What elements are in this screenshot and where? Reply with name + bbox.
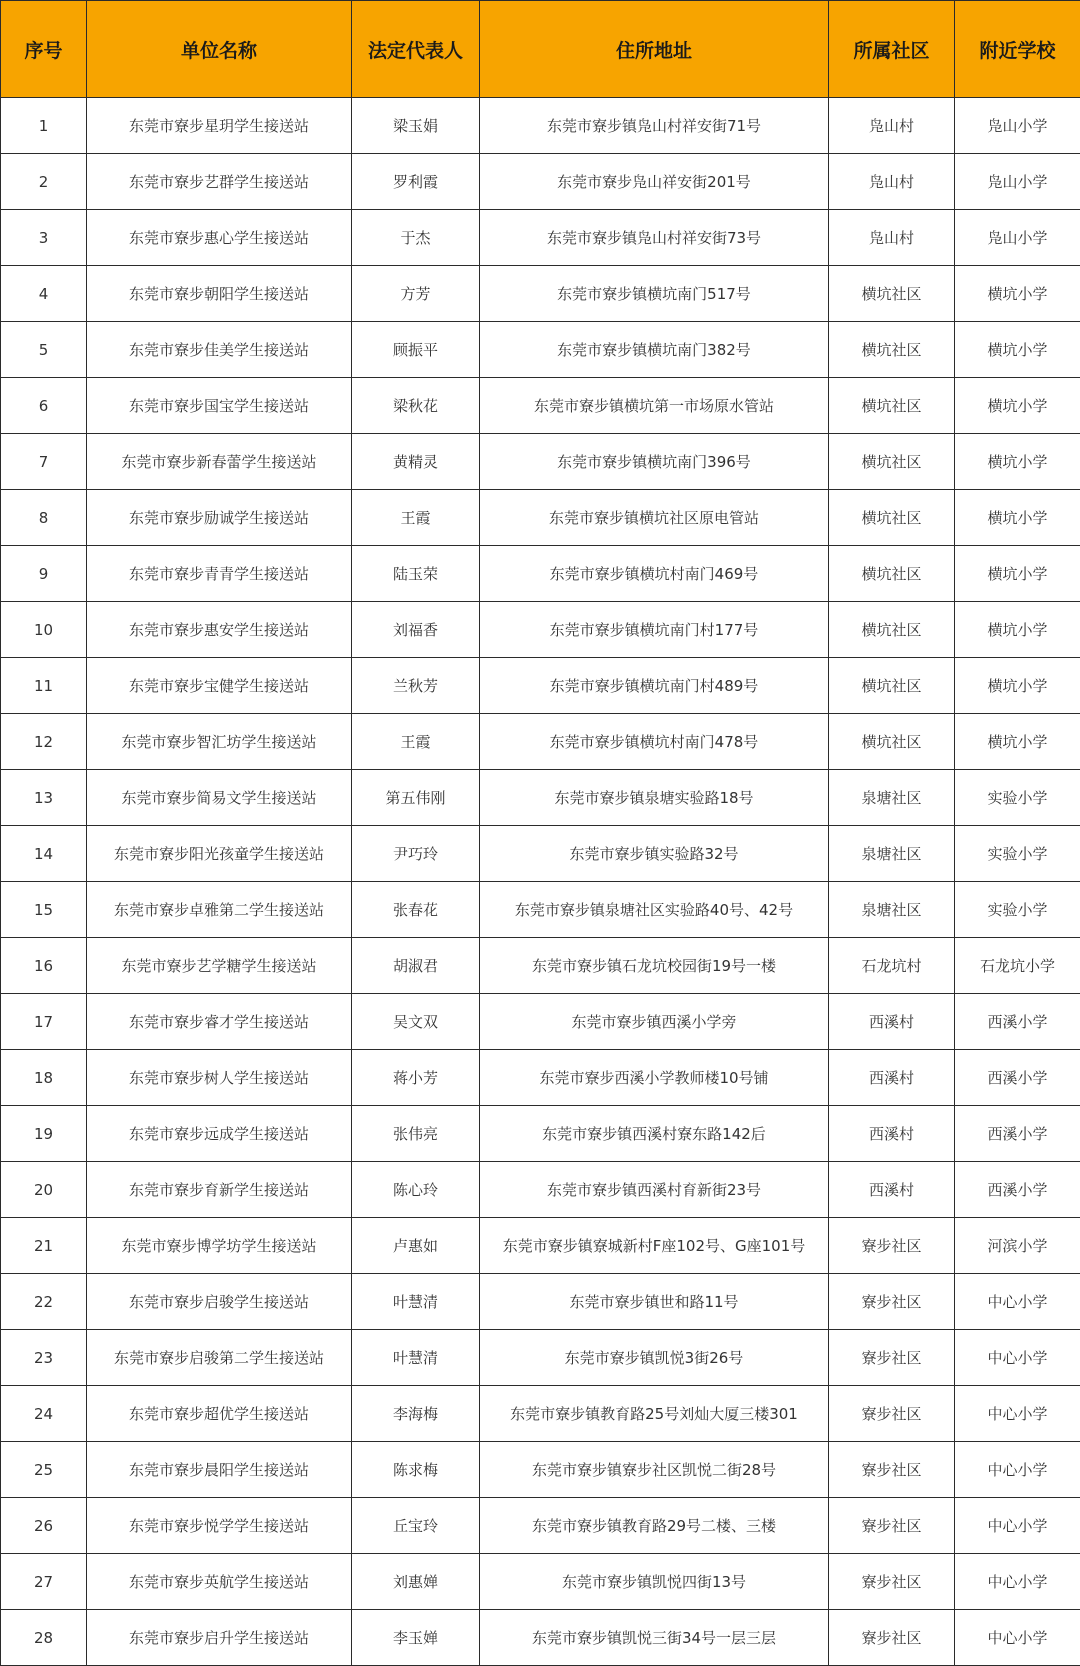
cell-unit-name: 东莞市寮步艺学糖学生接送站 bbox=[87, 938, 352, 994]
cell-nearby-school: 横坑小学 bbox=[955, 266, 1080, 322]
cell-unit-name: 东莞市寮步悦学学生接送站 bbox=[87, 1498, 352, 1554]
cell-unit-name: 东莞市寮步育新学生接送站 bbox=[87, 1162, 352, 1218]
cell-legal-representative: 王霞 bbox=[352, 490, 480, 546]
cell-community: 石龙坑村 bbox=[829, 938, 955, 994]
cell-nearby-school: 横坑小学 bbox=[955, 490, 1080, 546]
cell-legal-representative: 王霞 bbox=[352, 714, 480, 770]
cell-index: 18 bbox=[1, 1050, 87, 1106]
cell-index: 26 bbox=[1, 1498, 87, 1554]
table-row bbox=[1, 1218, 1080, 1274]
cell-address: 东莞市寮步镇横坑南门382号 bbox=[480, 322, 829, 378]
cell-community: 寮步社区 bbox=[829, 1330, 955, 1386]
table-row bbox=[1, 266, 1080, 322]
cell-address: 东莞市寮步镇横坑南门村489号 bbox=[480, 658, 829, 714]
cell-community: 寮步社区 bbox=[829, 1442, 955, 1498]
header-nearby-school: 附近学校 bbox=[955, 1, 1080, 98]
cell-unit-name: 东莞市寮步惠安学生接送站 bbox=[87, 602, 352, 658]
table-row bbox=[1, 826, 1080, 882]
cell-address: 东莞市寮步镇凯悦3街26号 bbox=[480, 1330, 829, 1386]
cell-unit-name: 东莞市寮步树人学生接送站 bbox=[87, 1050, 352, 1106]
cell-legal-representative: 张春花 bbox=[352, 882, 480, 938]
cell-index: 21 bbox=[1, 1218, 87, 1274]
header-index: 序号 bbox=[1, 1, 87, 98]
cell-unit-name: 东莞市寮步励诚学生接送站 bbox=[87, 490, 352, 546]
cell-legal-representative: 梁玉娟 bbox=[352, 98, 480, 154]
cell-unit-name: 东莞市寮步星玥学生接送站 bbox=[87, 98, 352, 154]
cell-community: 横坑社区 bbox=[829, 266, 955, 322]
cell-unit-name: 东莞市寮步新春蕾学生接送站 bbox=[87, 434, 352, 490]
table-row bbox=[1, 1162, 1080, 1218]
cell-community: 横坑社区 bbox=[829, 602, 955, 658]
cell-community: 西溪村 bbox=[829, 994, 955, 1050]
cell-legal-representative: 第五伟刚 bbox=[352, 770, 480, 826]
table-row bbox=[1, 882, 1080, 938]
cell-legal-representative: 吴文双 bbox=[352, 994, 480, 1050]
table-row bbox=[1, 1274, 1080, 1330]
cell-address: 东莞市寮步镇横坑社区原电管站 bbox=[480, 490, 829, 546]
cell-nearby-school: 西溪小学 bbox=[955, 1050, 1080, 1106]
cell-community: 横坑社区 bbox=[829, 546, 955, 602]
header-community: 所属社区 bbox=[829, 1, 955, 98]
cell-community: 泉塘社区 bbox=[829, 770, 955, 826]
cell-index: 4 bbox=[1, 266, 87, 322]
cell-nearby-school: 横坑小学 bbox=[955, 378, 1080, 434]
table-row bbox=[1, 378, 1080, 434]
cell-index: 9 bbox=[1, 546, 87, 602]
table-row bbox=[1, 1050, 1080, 1106]
cell-nearby-school: 实验小学 bbox=[955, 882, 1080, 938]
cell-index: 23 bbox=[1, 1330, 87, 1386]
cell-nearby-school: 西溪小学 bbox=[955, 1162, 1080, 1218]
cell-community: 横坑社区 bbox=[829, 658, 955, 714]
cell-address: 东莞市寮步镇泉塘实验路18号 bbox=[480, 770, 829, 826]
cell-community: 凫山村 bbox=[829, 154, 955, 210]
cell-index: 6 bbox=[1, 378, 87, 434]
cell-legal-representative: 陈求梅 bbox=[352, 1442, 480, 1498]
table-row bbox=[1, 1554, 1080, 1610]
cell-index: 28 bbox=[1, 1610, 87, 1666]
cell-address: 东莞市寮步镇凫山村祥安街71号 bbox=[480, 98, 829, 154]
cell-community: 横坑社区 bbox=[829, 322, 955, 378]
cell-unit-name: 东莞市寮步宝健学生接送站 bbox=[87, 658, 352, 714]
cell-nearby-school: 横坑小学 bbox=[955, 546, 1080, 602]
cell-address: 东莞市寮步西溪小学教师楼10号铺 bbox=[480, 1050, 829, 1106]
cell-index: 16 bbox=[1, 938, 87, 994]
cell-community: 寮步社区 bbox=[829, 1610, 955, 1666]
cell-legal-representative: 兰秋芳 bbox=[352, 658, 480, 714]
cell-legal-representative: 李海梅 bbox=[352, 1386, 480, 1442]
cell-nearby-school: 中心小学 bbox=[955, 1610, 1080, 1666]
cell-index: 5 bbox=[1, 322, 87, 378]
cell-community: 寮步社区 bbox=[829, 1386, 955, 1442]
cell-index: 8 bbox=[1, 490, 87, 546]
cell-community: 西溪村 bbox=[829, 1050, 955, 1106]
cell-unit-name: 东莞市寮步博学坊学生接送站 bbox=[87, 1218, 352, 1274]
cell-unit-name: 东莞市寮步启骏第二学生接送站 bbox=[87, 1330, 352, 1386]
cell-nearby-school: 中心小学 bbox=[955, 1498, 1080, 1554]
table-row bbox=[1, 1442, 1080, 1498]
cell-community: 泉塘社区 bbox=[829, 882, 955, 938]
cell-unit-name: 东莞市寮步卓雅第二学生接送站 bbox=[87, 882, 352, 938]
table-row bbox=[1, 938, 1080, 994]
cell-address: 东莞市寮步镇凫山村祥安街73号 bbox=[480, 210, 829, 266]
cell-index: 2 bbox=[1, 154, 87, 210]
cell-unit-name: 东莞市寮步晨阳学生接送站 bbox=[87, 1442, 352, 1498]
cell-community: 寮步社区 bbox=[829, 1498, 955, 1554]
cell-nearby-school: 凫山小学 bbox=[955, 210, 1080, 266]
cell-index: 11 bbox=[1, 658, 87, 714]
cell-legal-representative: 叶慧清 bbox=[352, 1330, 480, 1386]
cell-legal-representative: 方芳 bbox=[352, 266, 480, 322]
table-row bbox=[1, 1498, 1080, 1554]
table-row bbox=[1, 210, 1080, 266]
cell-nearby-school: 实验小学 bbox=[955, 770, 1080, 826]
cell-address: 东莞市寮步镇西溪村育新街23号 bbox=[480, 1162, 829, 1218]
table-row bbox=[1, 1610, 1080, 1666]
cell-address: 东莞市寮步镇实验路32号 bbox=[480, 826, 829, 882]
cell-nearby-school: 横坑小学 bbox=[955, 658, 1080, 714]
cell-address: 东莞市寮步镇世和路11号 bbox=[480, 1274, 829, 1330]
cell-unit-name: 东莞市寮步英航学生接送站 bbox=[87, 1554, 352, 1610]
cell-community: 寮步社区 bbox=[829, 1218, 955, 1274]
cell-address: 东莞市寮步镇横坑第一市场原水管站 bbox=[480, 378, 829, 434]
table-row bbox=[1, 154, 1080, 210]
cell-community: 凫山村 bbox=[829, 210, 955, 266]
cell-legal-representative: 蒋小芳 bbox=[352, 1050, 480, 1106]
table-body bbox=[1, 98, 1080, 1666]
cell-index: 7 bbox=[1, 434, 87, 490]
cell-nearby-school: 横坑小学 bbox=[955, 714, 1080, 770]
cell-index: 24 bbox=[1, 1386, 87, 1442]
cell-index: 1 bbox=[1, 98, 87, 154]
table-row bbox=[1, 546, 1080, 602]
cell-nearby-school: 凫山小学 bbox=[955, 154, 1080, 210]
cell-index: 3 bbox=[1, 210, 87, 266]
cell-address: 东莞市寮步镇凯悦三街34号一层三层 bbox=[480, 1610, 829, 1666]
cell-unit-name: 东莞市寮步国宝学生接送站 bbox=[87, 378, 352, 434]
cell-legal-representative: 张伟亮 bbox=[352, 1106, 480, 1162]
cell-community: 泉塘社区 bbox=[829, 826, 955, 882]
cell-unit-name: 东莞市寮步简易文学生接送站 bbox=[87, 770, 352, 826]
cell-legal-representative: 叶慧清 bbox=[352, 1274, 480, 1330]
cell-community: 寮步社区 bbox=[829, 1554, 955, 1610]
cell-unit-name: 东莞市寮步启骏学生接送站 bbox=[87, 1274, 352, 1330]
cell-nearby-school: 实验小学 bbox=[955, 826, 1080, 882]
cell-legal-representative: 顾振平 bbox=[352, 322, 480, 378]
cell-community: 横坑社区 bbox=[829, 434, 955, 490]
cell-community: 横坑社区 bbox=[829, 714, 955, 770]
cell-community: 横坑社区 bbox=[829, 490, 955, 546]
cell-nearby-school: 西溪小学 bbox=[955, 1106, 1080, 1162]
cell-nearby-school: 石龙坑小学 bbox=[955, 938, 1080, 994]
cell-legal-representative: 刘惠婵 bbox=[352, 1554, 480, 1610]
cell-legal-representative: 黄精灵 bbox=[352, 434, 480, 490]
cell-legal-representative: 罗利霞 bbox=[352, 154, 480, 210]
cell-community: 凫山村 bbox=[829, 98, 955, 154]
cell-index: 17 bbox=[1, 994, 87, 1050]
cell-unit-name: 东莞市寮步启升学生接送站 bbox=[87, 1610, 352, 1666]
cell-unit-name: 东莞市寮步智汇坊学生接送站 bbox=[87, 714, 352, 770]
table-row bbox=[1, 994, 1080, 1050]
table-row bbox=[1, 322, 1080, 378]
cell-address: 东莞市寮步镇石龙坑校园街19号一楼 bbox=[480, 938, 829, 994]
cell-unit-name: 东莞市寮步阳光孩童学生接送站 bbox=[87, 826, 352, 882]
cell-community: 西溪村 bbox=[829, 1106, 955, 1162]
cell-address: 东莞市寮步镇泉塘社区实验路40号、42号 bbox=[480, 882, 829, 938]
cell-unit-name: 东莞市寮步朝阳学生接送站 bbox=[87, 266, 352, 322]
cell-nearby-school: 横坑小学 bbox=[955, 322, 1080, 378]
cell-legal-representative: 梁秋花 bbox=[352, 378, 480, 434]
cell-legal-representative: 陈心玲 bbox=[352, 1162, 480, 1218]
table-row bbox=[1, 490, 1080, 546]
cell-unit-name: 东莞市寮步睿才学生接送站 bbox=[87, 994, 352, 1050]
cell-address: 东莞市寮步镇横坑村南门478号 bbox=[480, 714, 829, 770]
cell-nearby-school: 中心小学 bbox=[955, 1330, 1080, 1386]
header-row bbox=[1, 1, 1080, 98]
cell-community: 寮步社区 bbox=[829, 1274, 955, 1330]
cell-address: 东莞市寮步镇西溪村寮东路142后 bbox=[480, 1106, 829, 1162]
cell-index: 13 bbox=[1, 770, 87, 826]
table-row bbox=[1, 658, 1080, 714]
cell-address: 东莞市寮步镇寮城新村F座102号、G座101号 bbox=[480, 1218, 829, 1274]
cell-community: 西溪村 bbox=[829, 1162, 955, 1218]
cell-legal-representative: 丘宝玲 bbox=[352, 1498, 480, 1554]
cell-address: 东莞市寮步镇西溪小学旁 bbox=[480, 994, 829, 1050]
cell-legal-representative: 刘福香 bbox=[352, 602, 480, 658]
cell-address: 东莞市寮步镇横坑南门村177号 bbox=[480, 602, 829, 658]
table-row bbox=[1, 1106, 1080, 1162]
header-unit-name: 单位名称 bbox=[87, 1, 352, 98]
table-row bbox=[1, 434, 1080, 490]
cell-nearby-school: 横坑小学 bbox=[955, 434, 1080, 490]
table-row bbox=[1, 98, 1080, 154]
cell-index: 15 bbox=[1, 882, 87, 938]
table-row bbox=[1, 1330, 1080, 1386]
cell-address: 东莞市寮步凫山祥安街201号 bbox=[480, 154, 829, 210]
cell-unit-name: 东莞市寮步远成学生接送站 bbox=[87, 1106, 352, 1162]
cell-address: 东莞市寮步镇横坑南门396号 bbox=[480, 434, 829, 490]
cell-legal-representative: 陆玉荣 bbox=[352, 546, 480, 602]
cell-address: 东莞市寮步镇教育路29号二楼、三楼 bbox=[480, 1498, 829, 1554]
cell-unit-name: 东莞市寮步佳美学生接送站 bbox=[87, 322, 352, 378]
cell-nearby-school: 西溪小学 bbox=[955, 994, 1080, 1050]
cell-address: 东莞市寮步镇凯悦四街13号 bbox=[480, 1554, 829, 1610]
cell-address: 东莞市寮步镇横坑村南门469号 bbox=[480, 546, 829, 602]
table-row bbox=[1, 714, 1080, 770]
cell-index: 10 bbox=[1, 602, 87, 658]
table-row bbox=[1, 1386, 1080, 1442]
cell-community: 横坑社区 bbox=[829, 378, 955, 434]
cell-index: 12 bbox=[1, 714, 87, 770]
cell-index: 22 bbox=[1, 1274, 87, 1330]
cell-index: 25 bbox=[1, 1442, 87, 1498]
cell-index: 20 bbox=[1, 1162, 87, 1218]
cell-legal-representative: 胡淑君 bbox=[352, 938, 480, 994]
cell-nearby-school: 凫山小学 bbox=[955, 98, 1080, 154]
cell-legal-representative: 于杰 bbox=[352, 210, 480, 266]
table-row bbox=[1, 602, 1080, 658]
cell-nearby-school: 中心小学 bbox=[955, 1386, 1080, 1442]
table-row bbox=[1, 770, 1080, 826]
cell-nearby-school: 中心小学 bbox=[955, 1442, 1080, 1498]
cell-unit-name: 东莞市寮步超优学生接送站 bbox=[87, 1386, 352, 1442]
cell-address: 东莞市寮步镇横坑南门517号 bbox=[480, 266, 829, 322]
cell-nearby-school: 横坑小学 bbox=[955, 602, 1080, 658]
cell-legal-representative: 李玉婵 bbox=[352, 1610, 480, 1666]
cell-unit-name: 东莞市寮步艺群学生接送站 bbox=[87, 154, 352, 210]
cell-nearby-school: 中心小学 bbox=[955, 1274, 1080, 1330]
cell-nearby-school: 中心小学 bbox=[955, 1554, 1080, 1610]
cell-unit-name: 东莞市寮步青青学生接送站 bbox=[87, 546, 352, 602]
cell-index: 14 bbox=[1, 826, 87, 882]
cell-index: 27 bbox=[1, 1554, 87, 1610]
cell-address: 东莞市寮步镇教育路25号刘灿大厦三楼301 bbox=[480, 1386, 829, 1442]
header-legal-representative: 法定代表人 bbox=[352, 1, 480, 98]
cell-legal-representative: 卢惠如 bbox=[352, 1218, 480, 1274]
cell-index: 19 bbox=[1, 1106, 87, 1162]
cell-unit-name: 东莞市寮步惠心学生接送站 bbox=[87, 210, 352, 266]
cell-address: 东莞市寮步镇寮步社区凯悦二街28号 bbox=[480, 1442, 829, 1498]
header-address: 住所地址 bbox=[480, 1, 829, 98]
cell-nearby-school: 河滨小学 bbox=[955, 1218, 1080, 1274]
cell-legal-representative: 尹巧玲 bbox=[352, 826, 480, 882]
